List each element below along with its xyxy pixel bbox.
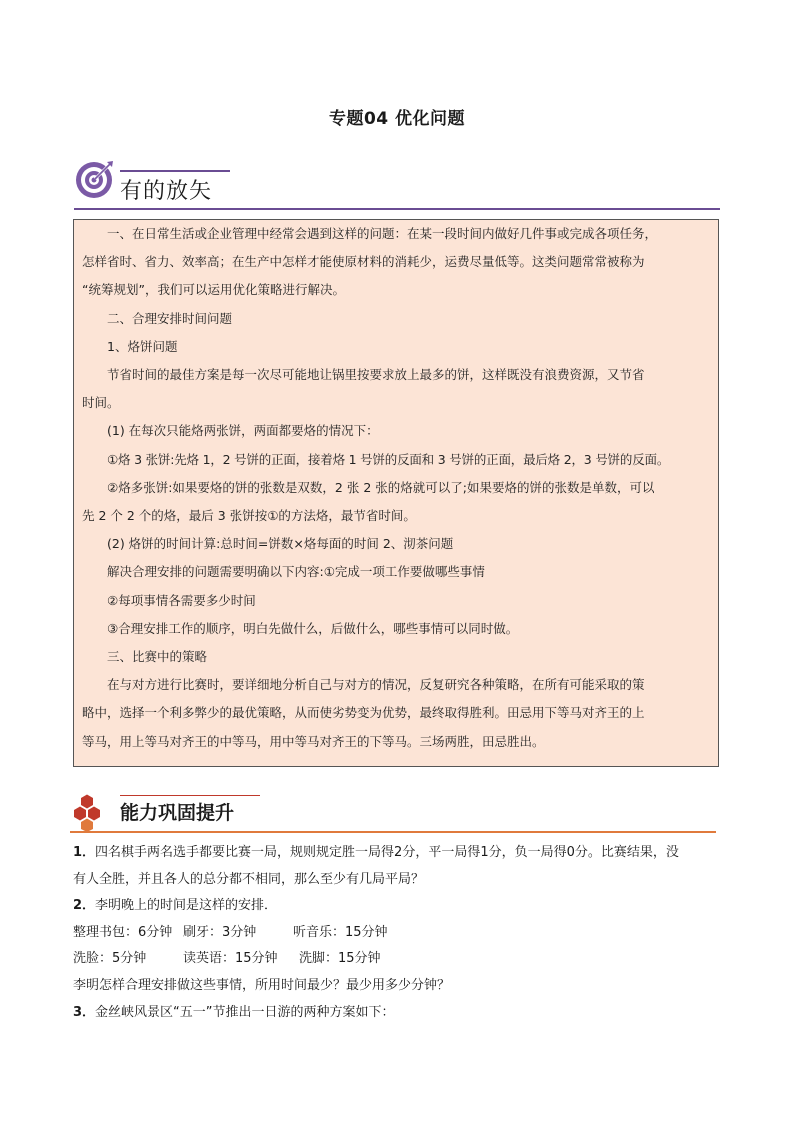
- key-points-box: [73, 219, 719, 767]
- box-line: ②每项事情各需要多少时间: [107, 592, 256, 608]
- question-text: 金丝峡风景区“五一”节推出一日游的两种方案如下：: [95, 1005, 395, 1020]
- box-line: 时间。: [82, 395, 120, 411]
- question-1: [73, 840, 723, 893]
- schedule-item: 整理书包：6分钟: [73, 924, 173, 940]
- section-header-goals: [74, 152, 724, 210]
- heading-topline: [120, 795, 260, 796]
- question-text: 有人全胜，并且各人的总分都不相同，那么至少有几局平局？: [73, 871, 425, 887]
- question-text: 李明晚上的时间是这样的安排．: [95, 898, 278, 913]
- question-number: 3．: [73, 1005, 96, 1020]
- target-icon: [74, 160, 114, 200]
- question-number: 2．: [73, 898, 96, 913]
- box-line: 在与对方进行比赛时，要详细地分析自己与对方的情况，反复研究各种策略，在所有可能采取的策: [107, 677, 645, 693]
- box-line: 三、比赛中的策略: [107, 649, 208, 665]
- box-line: ③合理安排工作的顺序，明白先做什么，后做什么，哪些事情可以同时做。: [107, 620, 519, 636]
- question-number: 1．: [73, 845, 96, 860]
- section-underline: [74, 208, 720, 210]
- box-line: 二、合理安排时间问题: [107, 310, 233, 326]
- schedule-item: 洗脸：5分钟: [73, 951, 147, 966]
- box-line: 一、在日常生活或企业管理中经常会遇到这样的问题：在某一段时间内做好几件事或完成各项任务，: [107, 226, 658, 241]
- section-heading: 能力巩固提升: [120, 802, 235, 824]
- hexagon-cluster-icon: [70, 788, 114, 832]
- box-line: 1、烙饼问题: [107, 338, 178, 354]
- heading-topline: [120, 170, 230, 172]
- box-line: ①烙 3 张饼:先烙 1，2 号饼的正面，接着烙 1 号饼的反面和 3 号饼的正面，最后烙 2，3 号饼的反面。: [107, 451, 670, 467]
- section-underline: [70, 831, 716, 833]
- schedule-item: 听音乐：15分钟: [293, 924, 388, 940]
- schedule-item: 刷牙：3分钟: [183, 924, 257, 940]
- box-line: (1) 在每次只能烙两张饼，两面都要烙的情况下：: [107, 423, 379, 439]
- box-line: 略中，选择一个利多弊少的最优策略，从而使劣势变为优势，最终取得胜利。田忌用下等马对齐王的上: [82, 705, 645, 721]
- box-line: 解决合理安排的问题需要明确以下内容:①完成一项工作要做哪些事情: [107, 564, 485, 580]
- box-line: 等马，用上等马对齐王的中等马，用中等马对齐王的下等马。三场两胜，田忌胜出。: [82, 733, 545, 749]
- question-text: 李明怎样合理安排做这些事情，所用时间最少？最少用多少分钟？: [73, 977, 451, 993]
- box-line: 节省时间的最佳方案是每一次尽可能地让锅里按要求放上最多的饼，这样既没有浪费资源，又节省: [107, 367, 645, 383]
- box-line: 怎样省时、省力、效率高；在生产中怎样才能使原材料的消耗少，运费尽量低等。这类问题常常被称为: [82, 254, 645, 270]
- box-line: “统筹规划”，我们可以运用优化策略进行解决。: [82, 282, 345, 298]
- section-heading: 有的放矢: [120, 179, 213, 204]
- question-2: [73, 893, 723, 999]
- box-line: 先 2 个 2 个的烙，最后 3 张饼按①的方法烙，最节省时间。: [82, 508, 416, 524]
- schedule-item: 读英语：15分钟: [183, 951, 278, 966]
- schedule-item: 洗脚：15分钟: [299, 951, 381, 966]
- box-line: (2) 烙饼的时间计算:总时间=饼数×烙每面的时间 2、沏茶问题: [107, 536, 454, 552]
- box-line: ②烙多张饼:如果要烙的饼的张数是双数，2 张 2 张的烙就可以了;如果要烙的饼的张数是单数，可以: [107, 479, 655, 495]
- section-header-practice: [70, 788, 720, 836]
- question-text: 四名棋手两名选手都要比赛一局，规则规定胜一局得2分，平一局得1分，负一局得0分。比赛结果，没: [95, 845, 679, 860]
- question-3: [73, 1000, 723, 1027]
- page-title: 专题04 优化问题: [328, 109, 466, 129]
